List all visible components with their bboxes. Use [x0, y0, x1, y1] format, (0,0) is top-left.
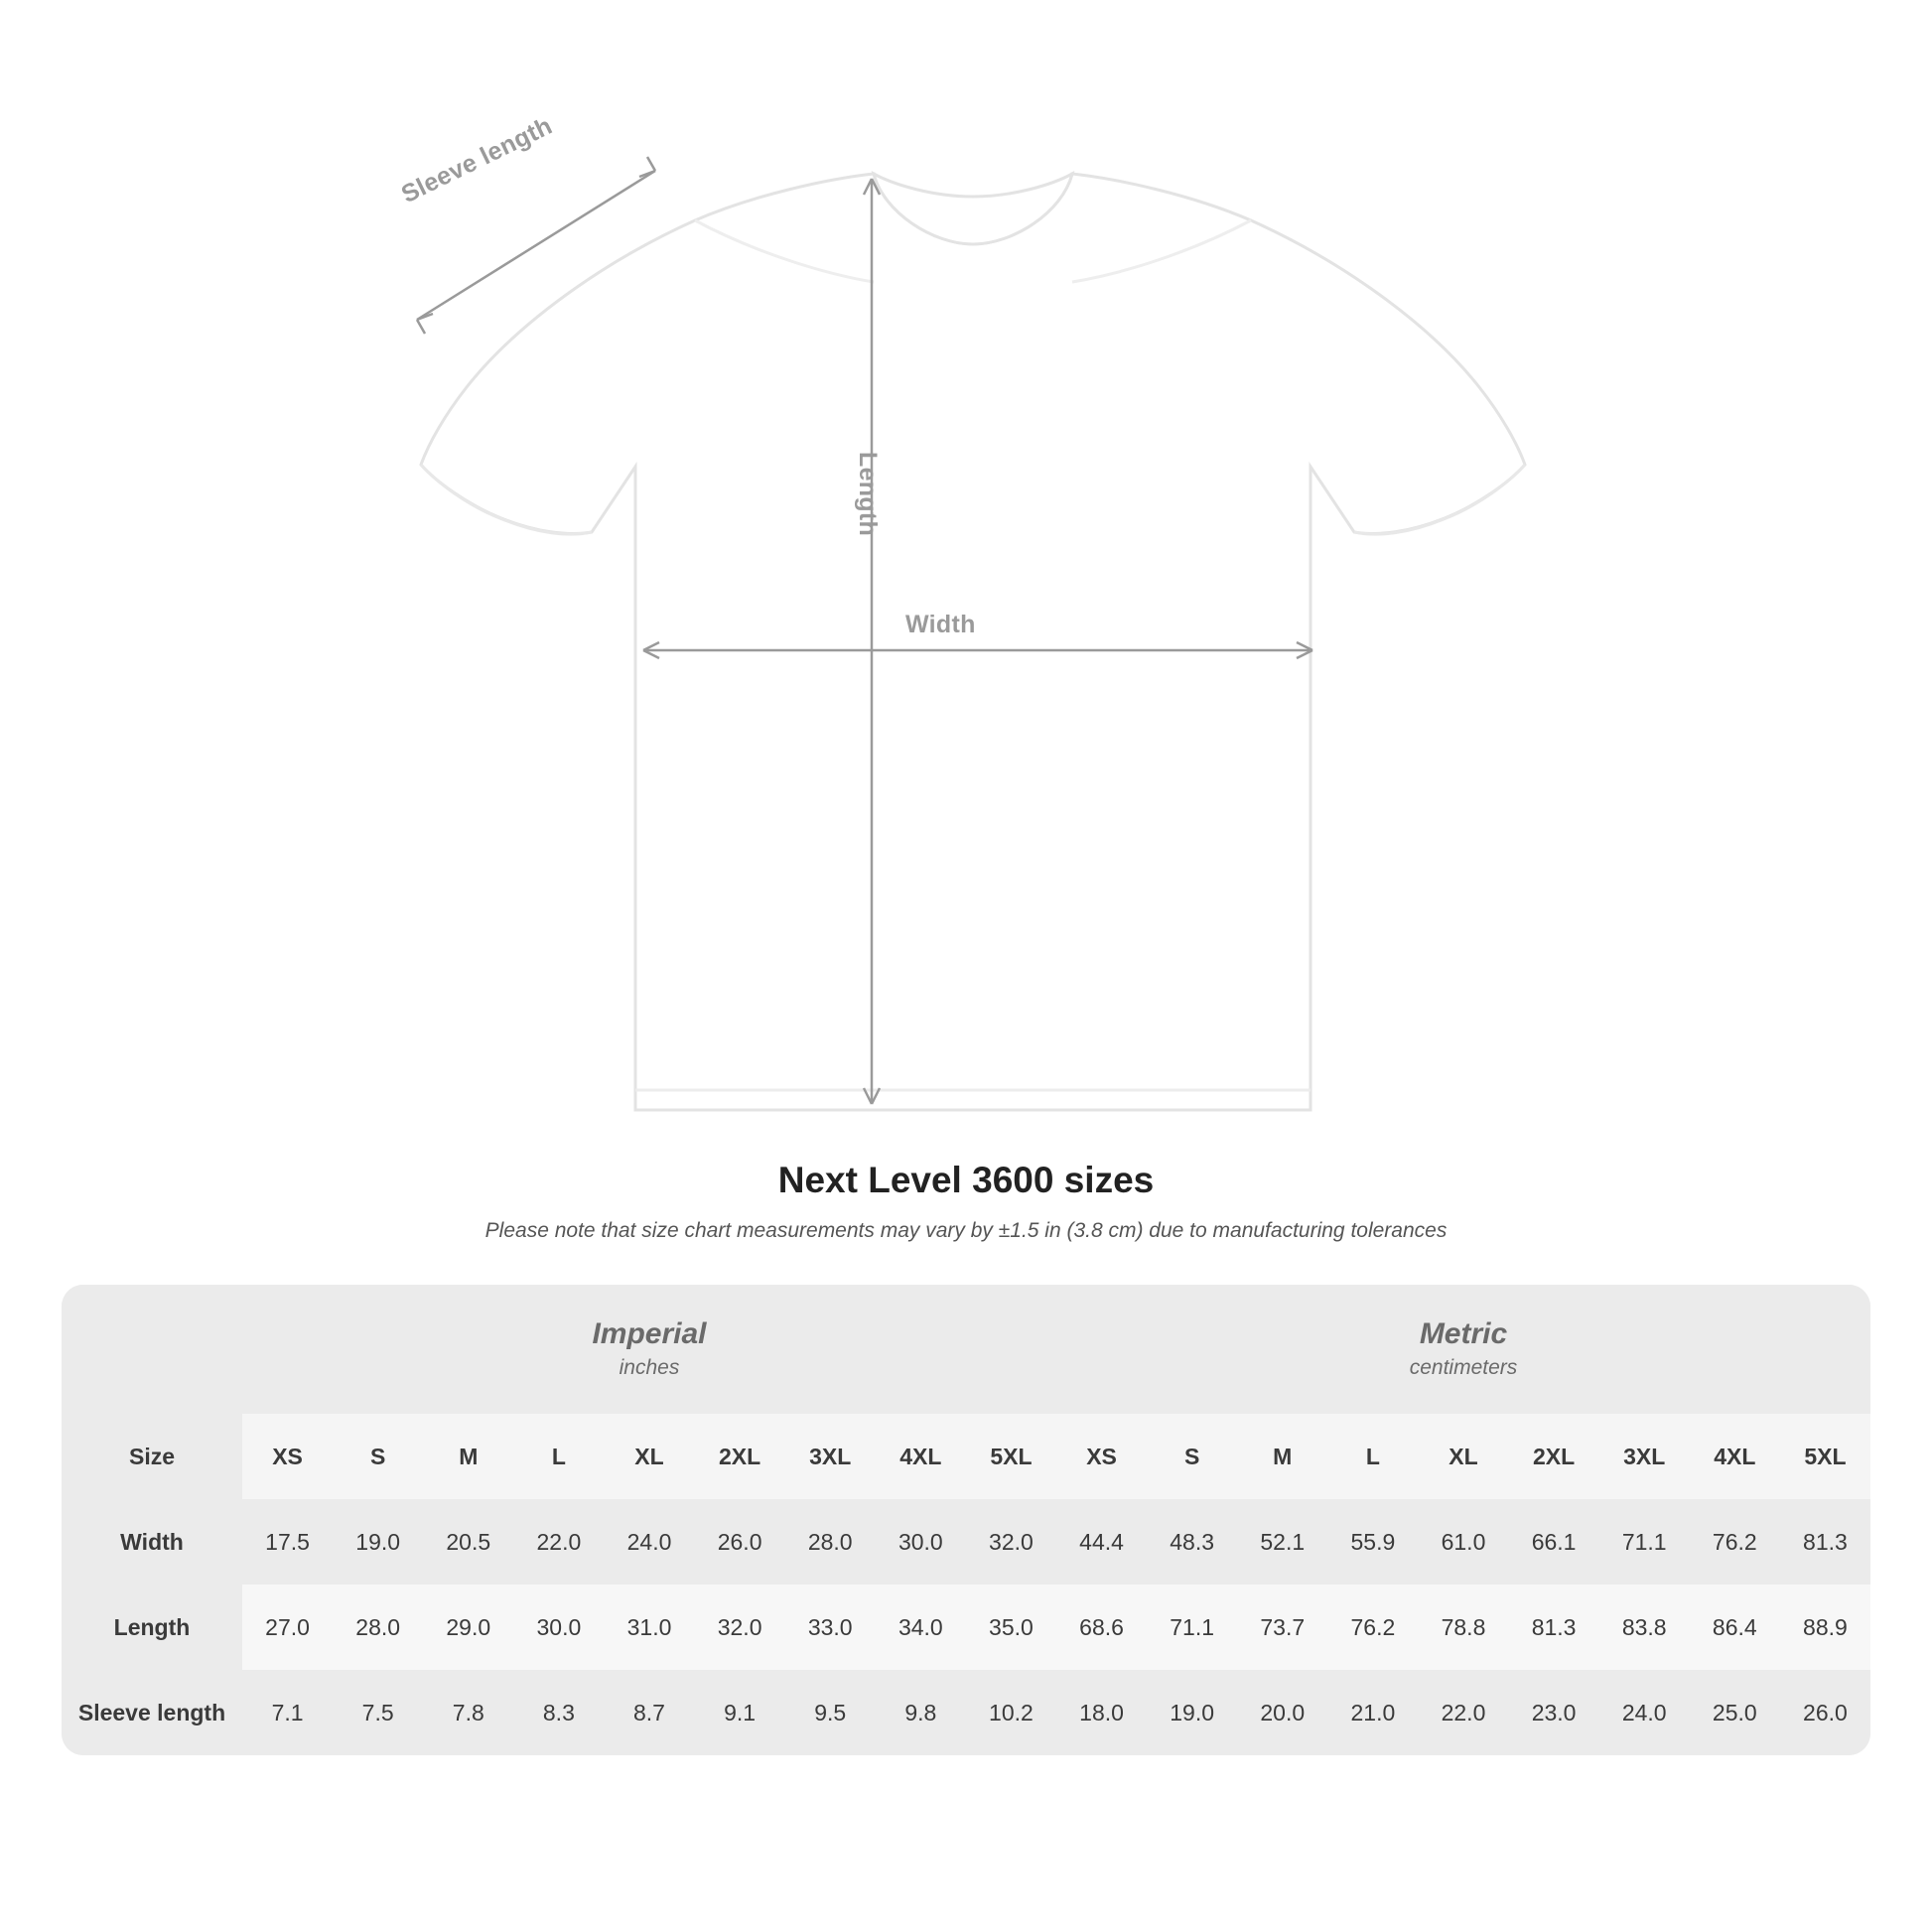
- table-cell: 24.0: [604, 1499, 694, 1585]
- table-cell: 55.9: [1327, 1499, 1418, 1585]
- size-header-cell: M: [1237, 1414, 1327, 1499]
- table-cell: 88.9: [1780, 1585, 1870, 1670]
- table-cell: 8.7: [604, 1670, 694, 1755]
- table-cell: 22.0: [513, 1499, 604, 1585]
- table-cell: 19.0: [1147, 1670, 1237, 1755]
- table-row: [62, 1585, 1870, 1670]
- size-header-cell: 5XL: [1780, 1414, 1870, 1499]
- table-cell: 27.0: [242, 1585, 333, 1670]
- size-header-cell: 4XL: [876, 1414, 966, 1499]
- page-title: Next Level 3600 sizes: [777, 1160, 1155, 1200]
- table-cell: 73.7: [1237, 1585, 1327, 1670]
- table-cell: 26.0: [1780, 1670, 1870, 1755]
- table-cell: 76.2: [1690, 1499, 1780, 1585]
- table-cell: 33.0: [785, 1585, 876, 1670]
- size-header-row: [62, 1414, 1870, 1499]
- table-cell: 7.5: [333, 1670, 423, 1755]
- size-header-cell: XL: [604, 1414, 694, 1499]
- size-header-cell: 4XL: [1690, 1414, 1780, 1499]
- size-header-cell: 3XL: [1599, 1414, 1690, 1499]
- table-cell: 28.0: [785, 1499, 876, 1585]
- table-cell: 20.5: [423, 1499, 513, 1585]
- table-cell: 86.4: [1690, 1585, 1780, 1670]
- size-header-cell: 2XL: [695, 1414, 785, 1499]
- size-header-cell: S: [1147, 1414, 1237, 1499]
- length-label: Length: [854, 452, 882, 537]
- width-label: Width: [905, 611, 976, 638]
- table-cell: 78.8: [1418, 1585, 1508, 1670]
- size-header-cell: 2XL: [1509, 1414, 1599, 1499]
- size-header-cell: 5XL: [966, 1414, 1056, 1499]
- table-cell: 18.0: [1056, 1670, 1147, 1755]
- table-cell: 48.3: [1147, 1499, 1237, 1585]
- table-cell: 20.0: [1237, 1670, 1327, 1755]
- table-cell: 32.0: [966, 1499, 1056, 1585]
- imperial-header: [242, 1285, 1056, 1414]
- size-header-cell: XL: [1418, 1414, 1508, 1499]
- table-cell: 71.1: [1147, 1585, 1237, 1670]
- table-row: [62, 1499, 1870, 1585]
- row-label: Length: [62, 1585, 242, 1670]
- size-header-cell: S: [333, 1414, 423, 1499]
- tolerance-note: Please note that size chart measurements may vary by ±1.5 in (3.8 cm) due to manufacturing tolerances: [484, 1219, 1448, 1242]
- tshirt-shape: [421, 174, 1525, 1110]
- row-label: Width: [62, 1499, 242, 1585]
- table-cell: 25.0: [1690, 1670, 1780, 1755]
- unit-header-row: [62, 1285, 1870, 1414]
- table-cell: 81.3: [1780, 1499, 1870, 1585]
- table-cell: 24.0: [1599, 1670, 1690, 1755]
- table-cell: 83.8: [1599, 1585, 1690, 1670]
- table-cell: 44.4: [1056, 1499, 1147, 1585]
- size-header-cell: L: [1327, 1414, 1418, 1499]
- table-cell: 61.0: [1418, 1499, 1508, 1585]
- size-header-cell: M: [423, 1414, 513, 1499]
- table-cell: 8.3: [513, 1670, 604, 1755]
- table-cell: 35.0: [966, 1585, 1056, 1670]
- metric-name: Metric: [1419, 1316, 1508, 1350]
- sleeve-length-label: Sleeve length: [397, 111, 557, 209]
- table-cell: 34.0: [876, 1585, 966, 1670]
- size-header-label: Size: [62, 1414, 242, 1499]
- title-block: [0, 1160, 1932, 1243]
- size-table-container: [62, 1285, 1870, 1755]
- row-label: Sleeve length: [62, 1670, 242, 1755]
- size-table: [62, 1285, 1870, 1755]
- table-cell: 52.1: [1237, 1499, 1327, 1585]
- table-cell: 22.0: [1418, 1670, 1508, 1755]
- table-cell: 23.0: [1509, 1670, 1599, 1755]
- size-header-cell: 3XL: [785, 1414, 876, 1499]
- table-cell: 10.2: [966, 1670, 1056, 1755]
- table-cell: 17.5: [242, 1499, 333, 1585]
- table-row: [62, 1670, 1870, 1755]
- table-cell: 7.1: [242, 1670, 333, 1755]
- table-cell: 81.3: [1509, 1585, 1599, 1670]
- table-cell: 30.0: [876, 1499, 966, 1585]
- table-cell: 66.1: [1509, 1499, 1599, 1585]
- size-header-cell: XS: [242, 1414, 333, 1499]
- table-cell: 9.8: [876, 1670, 966, 1755]
- table-cell: 68.6: [1056, 1585, 1147, 1670]
- table-cell: 29.0: [423, 1585, 513, 1670]
- size-header-cell: XS: [1056, 1414, 1147, 1499]
- size-header-cell: L: [513, 1414, 604, 1499]
- table-cell: 26.0: [695, 1499, 785, 1585]
- table-cell: 71.1: [1599, 1499, 1690, 1585]
- imperial-name: Imperial: [592, 1316, 707, 1350]
- table-cell: 30.0: [513, 1585, 604, 1670]
- table-cell: 31.0: [604, 1585, 694, 1670]
- table-cell: 21.0: [1327, 1670, 1418, 1755]
- metric-header: [1056, 1285, 1870, 1414]
- table-cell: 19.0: [333, 1499, 423, 1585]
- imperial-sub: inches: [619, 1356, 680, 1379]
- metric-sub: centimeters: [1409, 1356, 1518, 1379]
- table-cell: 32.0: [695, 1585, 785, 1670]
- table-cell: 9.1: [695, 1670, 785, 1755]
- table-cell: 76.2: [1327, 1585, 1418, 1670]
- unit-header-spacer: [62, 1285, 242, 1414]
- table-cell: 7.8: [423, 1670, 513, 1755]
- table-cell: 9.5: [785, 1670, 876, 1755]
- table-cell: 28.0: [333, 1585, 423, 1670]
